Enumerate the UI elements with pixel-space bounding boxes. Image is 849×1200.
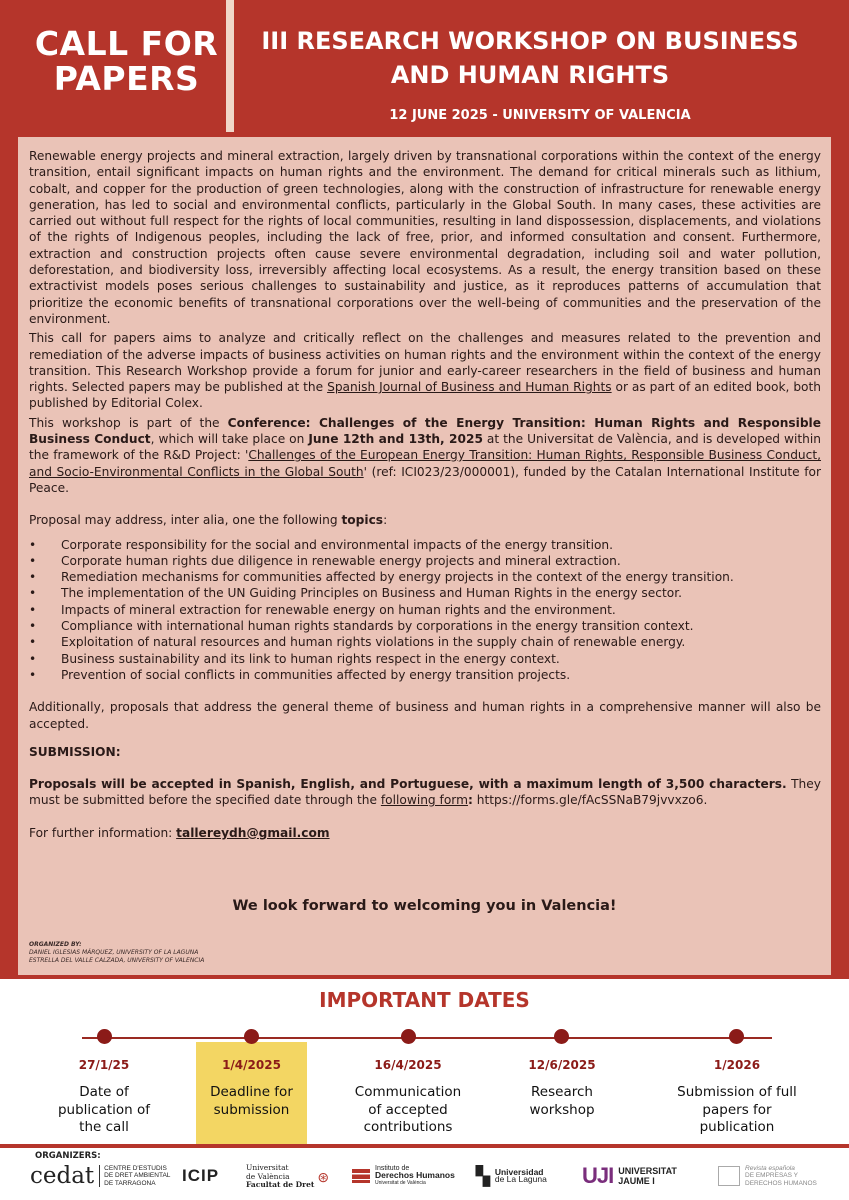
list-item (29, 585, 821, 601)
ull-line-2: de La Laguna (494, 1174, 547, 1184)
uv-line-2: de València (246, 1171, 290, 1181)
topic-text: Corporate responsibility for the social and environmental impacts of the energy transition. (61, 537, 614, 552)
submission-heading: SUBMISSION: (29, 744, 121, 759)
date-desc-1: Communication (354, 1084, 462, 1100)
body-content (29, 148, 821, 844)
date-desc-1: Research (531, 1084, 593, 1100)
submission-bold: Proposals will be accepted in Spanish, English, and Portuguese, with a maximum length of 3,500 characters. (29, 777, 787, 792)
date-desc-3: publication (699, 1119, 775, 1135)
uji-line-1: UNIVERSITAT (618, 1166, 677, 1176)
date-desc-2: workshop (529, 1101, 595, 1118)
topic-text: Prevention of social conflicts in communities affected by energy transition projects. (61, 667, 571, 682)
journal-line-2: DE EMPRESAS Y (745, 1172, 798, 1180)
idh-flag-icon (352, 1169, 370, 1183)
call-line-2: PAPERS (53, 59, 200, 98)
cedat-sub-1: CENTRE D'ESTUDIS (104, 1164, 167, 1172)
bullet: • (29, 553, 37, 568)
conf-text-d: ' (ref: ICI023/23/000001), funded by the Catalan International Institute for Peace. (29, 464, 821, 495)
additional-paragraph: Additionally, proposals that address the general theme of business and human rights in a comprehensive manner will also be accepted. (29, 700, 821, 731)
aim-text-b: or as part of an edited book, both published by Editorial Colex. (29, 380, 822, 411)
call-for-papers-heading (34, 26, 219, 96)
cedat-logo (30, 1162, 170, 1190)
topic-text: Business sustainability and its link to human rights respect in the energy context. (61, 651, 560, 666)
date-desc-3: the call (79, 1119, 129, 1135)
closing-line: We look forward to welcoming you in Valencia! (232, 898, 617, 914)
list-item (29, 651, 821, 667)
timeline-dot (97, 1029, 112, 1044)
aim-text-a: This call for papers aims to analyze and critically reflect on the challenges and measures related to the prevention and remediation of the adverse impacts of business activities on human rights and the environment within the context of the energy transition. This Research Workshop provide a forum for junior and early-career researchers in the field of business and human rights. Selected papers may be published at the (29, 331, 821, 395)
date-desc-2: submission (213, 1101, 290, 1118)
title-line-1: III RESEARCH WORKSHOP ON BUSINESS (261, 27, 799, 55)
cedat-sub-3: DE TARRAGONA (104, 1179, 156, 1187)
uv-law-logo (246, 1163, 329, 1191)
topic-text: Compliance with international human rights standards by corporations in the energy transition context. (61, 619, 694, 634)
journal-line-1: Revista española (745, 1164, 795, 1172)
date-item (44, 1058, 164, 1137)
dates-title: IMPORTANT DATES (319, 988, 530, 1012)
conference-name: Conference: Challenges of the Energy Transition: Human Rights and Responsible Business Conduct (29, 415, 821, 447)
contact-email-link[interactable]: tallereydh@gmail.com (176, 825, 330, 840)
bullet: • (29, 619, 37, 634)
topics-intro-c: : (383, 513, 388, 528)
timeline-dot (729, 1029, 744, 1044)
date-place: 12 JUNE 2025 - UNIVERSITY OF VALENCIA (389, 108, 691, 123)
seal-icon: ⊛ (317, 1168, 330, 1185)
aim-paragraph (29, 330, 821, 411)
info-paragraph (29, 825, 821, 841)
info-text: For further information: (29, 825, 177, 840)
conf-text-b: , which will take place on (150, 432, 309, 447)
idh-line-1: Instituto de (375, 1164, 410, 1172)
list-item (29, 553, 821, 569)
topics-intro (29, 512, 821, 528)
uji-line-2: JAUME I (618, 1176, 655, 1186)
journal-mark-icon (718, 1166, 740, 1186)
date-value: 12/6/2025 (528, 1058, 596, 1072)
bullet: • (29, 602, 37, 617)
conference-paragraph (29, 415, 821, 496)
intro-paragraph: Renewable energy projects and mineral extraction, largely driven by transnational corporations within the context of the energy transition, entail significant impacts on human rights and the environment. The demand for critical minerals such as lithium, cobalt, and copper for the production of green technologies, along with the construction of infrastructure for renewable energy generation, has led to social and environmental conflicts, particularly in the Global South. In many cases, these activities are carried out without full respect for the rights of local communities, resulting in land dispossession, displacements, and violations of the rights of Indigenous peoples, including the lack of free, prior, and informed consultation and consent. Furthermore, extraction and construction projects often cause severe environmental degradation, including soil and water pollution, deforestation, and biodiversity loss, irreversibly affecting local ecosystems. As a result, the energy transition based on these extractivist models poses serious challenges to sustainability and justice, as it reproduces patterns of accumulation that prioritize the economic benefits of transnational corporations over the well-being of communities and the preservation of the environment. (29, 149, 821, 326)
uv-line-3: Facultat de Dret (246, 1180, 315, 1190)
form-link[interactable]: following form (380, 793, 468, 808)
list-item (29, 618, 821, 634)
date-value: 1/2026 (713, 1058, 761, 1072)
topics-word: topics (341, 513, 384, 528)
topic-text: The implementation of the UN Guiding Principles on Business and Human Rights in the energy sector. (61, 586, 682, 601)
ull-logo (476, 1162, 547, 1190)
bullet: • (29, 667, 37, 682)
date-desc-3: contributions (363, 1119, 453, 1135)
date-item (196, 1058, 307, 1119)
conf-text-a: This workshop is part of the (29, 415, 228, 430)
timeline-dot (554, 1029, 569, 1044)
journal-logo (718, 1162, 817, 1190)
date-desc-2: of accepted (368, 1101, 448, 1118)
topic-text: Corporate human rights due diligence in renewable energy projects and mineral extraction. (61, 553, 621, 568)
topics-list (29, 537, 821, 684)
idh-line-3: Universitat de València (375, 1179, 426, 1186)
date-value: 27/1/25 (78, 1058, 130, 1072)
idh-line-2: Derechos Humanos (375, 1170, 455, 1181)
list-item (29, 569, 821, 585)
uv-line-1: Universitat (246, 1163, 289, 1173)
organized-label: ORGANIZED BY: (29, 941, 82, 948)
organizers-label: ORGANIZERS: (35, 1151, 101, 1161)
form-colon: : (467, 793, 473, 808)
project-link[interactable]: Challenges of the European Energy Transition: Human Rights, Responsible Business Conduct, and Socio-Environmental Conflicts in the Global South (29, 448, 822, 479)
date-desc-2: papers for (702, 1101, 772, 1118)
conf-text-c: at the Universitat de València, and is developed within the framework of the R&D Project: ' (29, 432, 821, 463)
submission-text-a: They must be submitted before the specified date through the (29, 777, 821, 808)
date-item (343, 1058, 473, 1137)
submission-paragraph (29, 776, 821, 809)
title-line-2: AND HUMAN RIGHTS (390, 61, 670, 89)
form-url: https://forms.gle/fAcSSNaB79jvvxzo6. (472, 793, 708, 808)
timeline-dot (401, 1029, 416, 1044)
bullet: • (29, 586, 37, 601)
date-desc-1: Submission of full (677, 1084, 797, 1100)
journal-link[interactable]: Spanish Journal of Business and Human Rights (327, 380, 612, 395)
icip-name: ICIP (182, 1166, 220, 1185)
workshop-title (250, 24, 810, 92)
journal-line-3: DERECHOS HUMANOS (745, 1179, 817, 1187)
ull-line-1: Universidad (494, 1166, 544, 1177)
list-item (29, 602, 821, 618)
call-line-1: CALL FOR (34, 24, 219, 63)
topic-text: Remediation mechanisms for communities affected by energy projects in the context of the energy transition. (61, 570, 734, 585)
topics-intro-a: Proposal may address, inter alia, one the following (29, 513, 342, 528)
date-value: 1/4/2025 (222, 1058, 281, 1072)
timeline-line (82, 1037, 772, 1039)
idh-logo (352, 1162, 455, 1190)
topic-text: Exploitation of natural resources and human rights violations in the supply chain of renewable energy. (61, 635, 686, 650)
bullet: • (29, 537, 37, 552)
timeline-dot (244, 1029, 259, 1044)
date-value: 16/4/2025 (374, 1058, 442, 1072)
list-item (29, 537, 821, 553)
date-item (502, 1058, 622, 1119)
topic-text: Impacts of mineral extraction for renewable energy on human rights and the environment. (61, 602, 616, 617)
cedat-name: cedat (30, 1163, 95, 1189)
list-item (29, 667, 821, 683)
ull-mark-icon: ▚ (476, 1165, 490, 1186)
bullet: • (29, 570, 37, 585)
bullet: • (29, 635, 37, 650)
organized-by (29, 941, 204, 965)
conference-dates: June 12th and 13th, 2025 (308, 432, 483, 447)
bullet: • (29, 651, 37, 666)
header-divider (226, 0, 234, 132)
icip-logo (182, 1162, 219, 1190)
uji-mark: UJI (582, 1163, 614, 1188)
organizer-2: ESTRELLA DEL VALLE CALZADA, UNIVERSITY OF VALENCIA (29, 957, 205, 964)
uji-logo (582, 1162, 677, 1190)
cedat-sub-2: DE DRET AMBIENTAL (104, 1172, 171, 1180)
date-desc-1: Deadline for (210, 1084, 293, 1100)
date-item (666, 1058, 808, 1137)
date-desc-2: publication of (57, 1101, 151, 1118)
list-item (29, 634, 821, 650)
organizer-1: DANIEL IGLESIAS MÁRQUEZ, UNIVERSITY OF LA LAGUNA (29, 949, 199, 956)
date-desc-1: Date of (79, 1084, 129, 1100)
